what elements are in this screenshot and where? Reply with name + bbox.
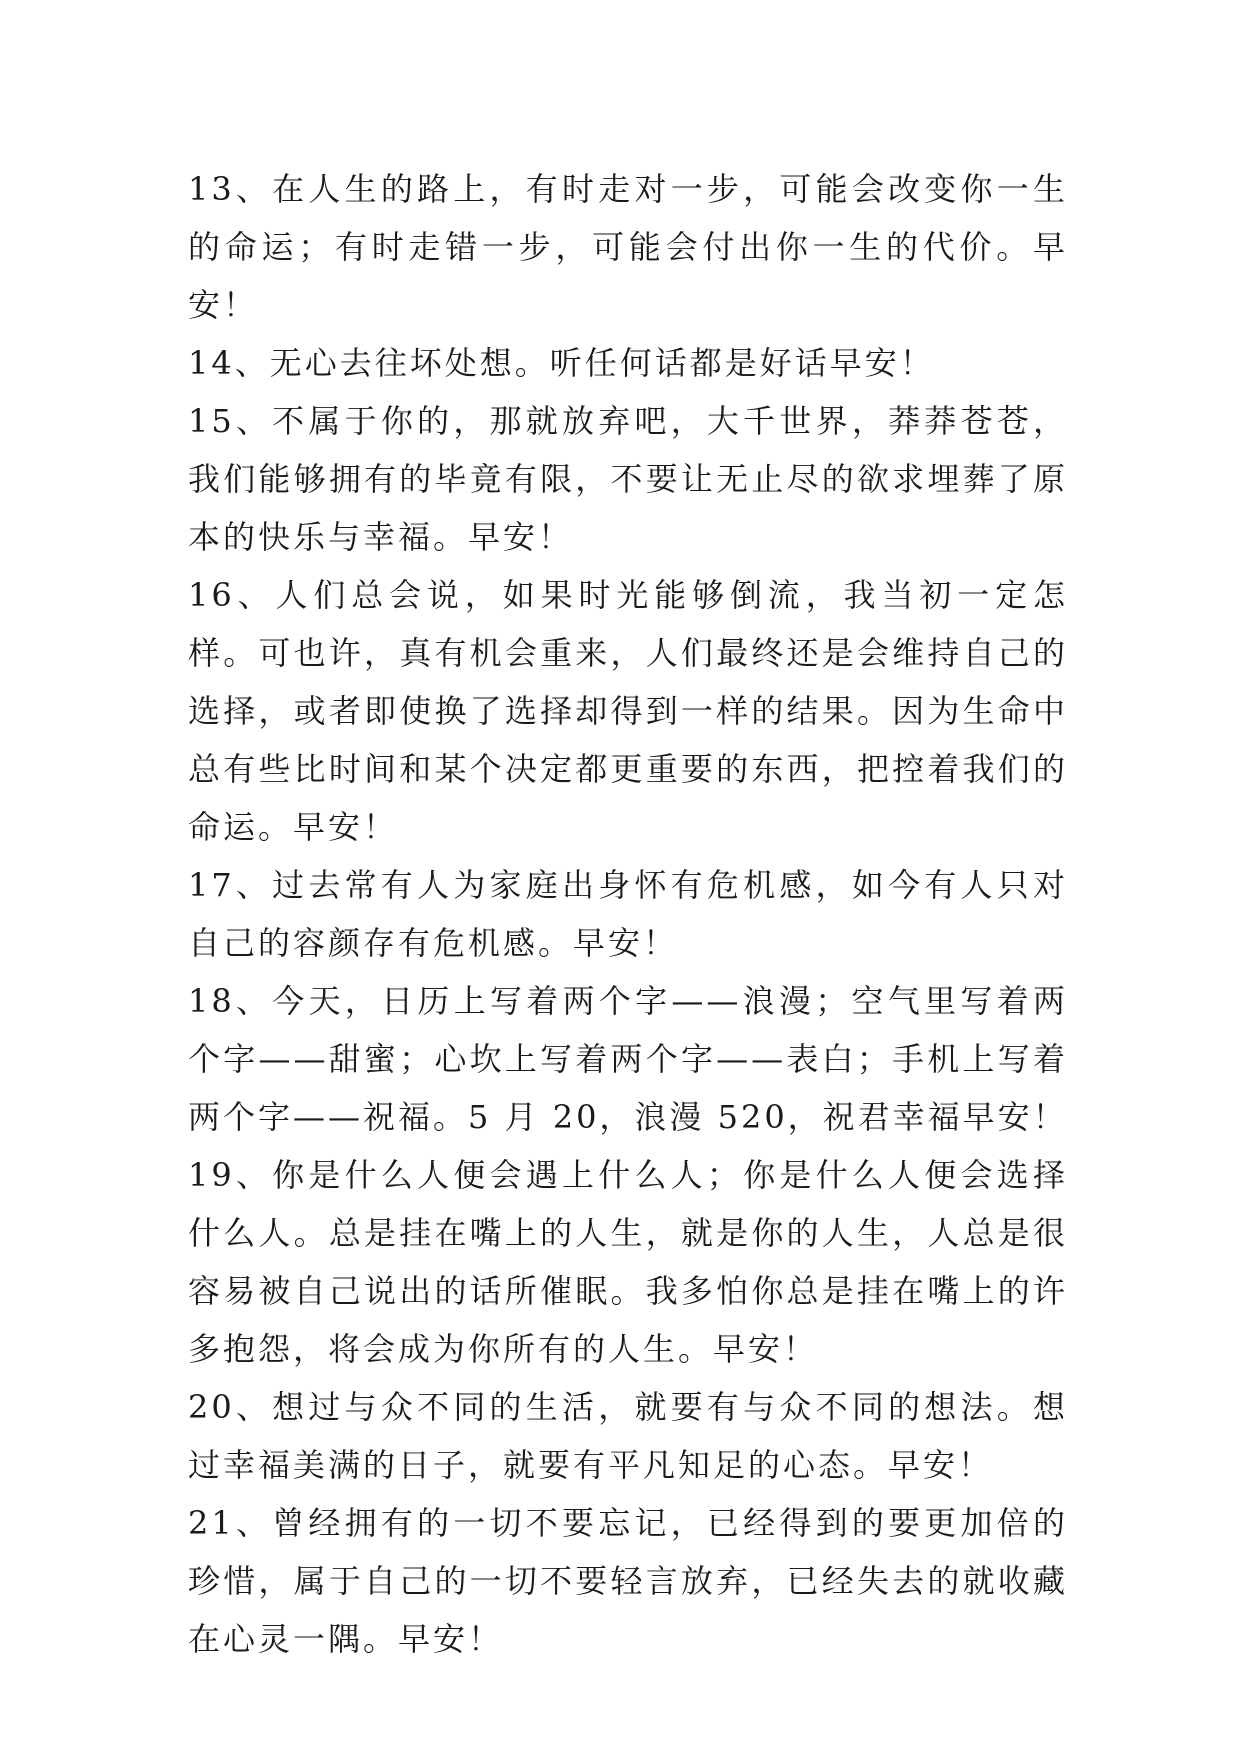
quote-item-17: 17、过去常有人为家庭出身怀有危机感，如今有人只对自己的容颜存有危机感。早安！ xyxy=(188,866,1068,962)
quote-item-20: 20、想过与众不同的生活，就要有与众不同的想法。想过幸福美满的日子，就要有平凡知足的心态。早安！ xyxy=(188,1388,1068,1484)
quote-item-19: 19、你是什么人便会遇上什么人；你是什么人便会选择什么人。总是挂在嘴上的人生，就是你的人生，人总是很容易被自己说出的话所催眠。我多怕你总是挂在嘴上的许多抱怨，将会成为你所有的人生。早安！ xyxy=(188,1156,1068,1368)
quote-item-13: 13、在人生的路上，有时走对一步，可能会改变你一生的命运；有时走错一步，可能会付出你一生的代价。早安！ xyxy=(188,170,1068,324)
quote-item-15: 15、不属于你的，那就放弃吧，大千世界，莽莽苍苍，我们能够拥有的毕竟有限，不要让无止尽的欲求埋葬了原本的快乐与幸福。早安！ xyxy=(188,402,1068,556)
quote-item-16: 16、人们总会说，如果时光能够倒流，我当初一定怎样。可也许，真有机会重来，人们最终还是会维持自己的选择，或者即使换了选择却得到一样的结果。因为生命中总有些比时间和某个决定都更重要的东西，把控着我们的命运。早安！ xyxy=(188,576,1068,846)
document-body xyxy=(188,160,1068,1668)
quote-item-21: 21、曾经拥有的一切不要忘记，已经得到的要更加倍的珍惜，属于自己的一切不要轻言放弃，已经失去的就收藏在心灵一隅。早安！ xyxy=(188,1504,1068,1658)
quote-item-18: 18、今天，日历上写着两个字——浪漫；空气里写着两个字——甜蜜；心坎上写着两个字——表白；手机上写着两个字——祝福。5 月 20，浪漫 520，祝君幸福早安！ xyxy=(188,982,1068,1136)
quote-item-14: 14、无心去往坏处想。听任何话都是好话早安！ xyxy=(188,344,935,382)
